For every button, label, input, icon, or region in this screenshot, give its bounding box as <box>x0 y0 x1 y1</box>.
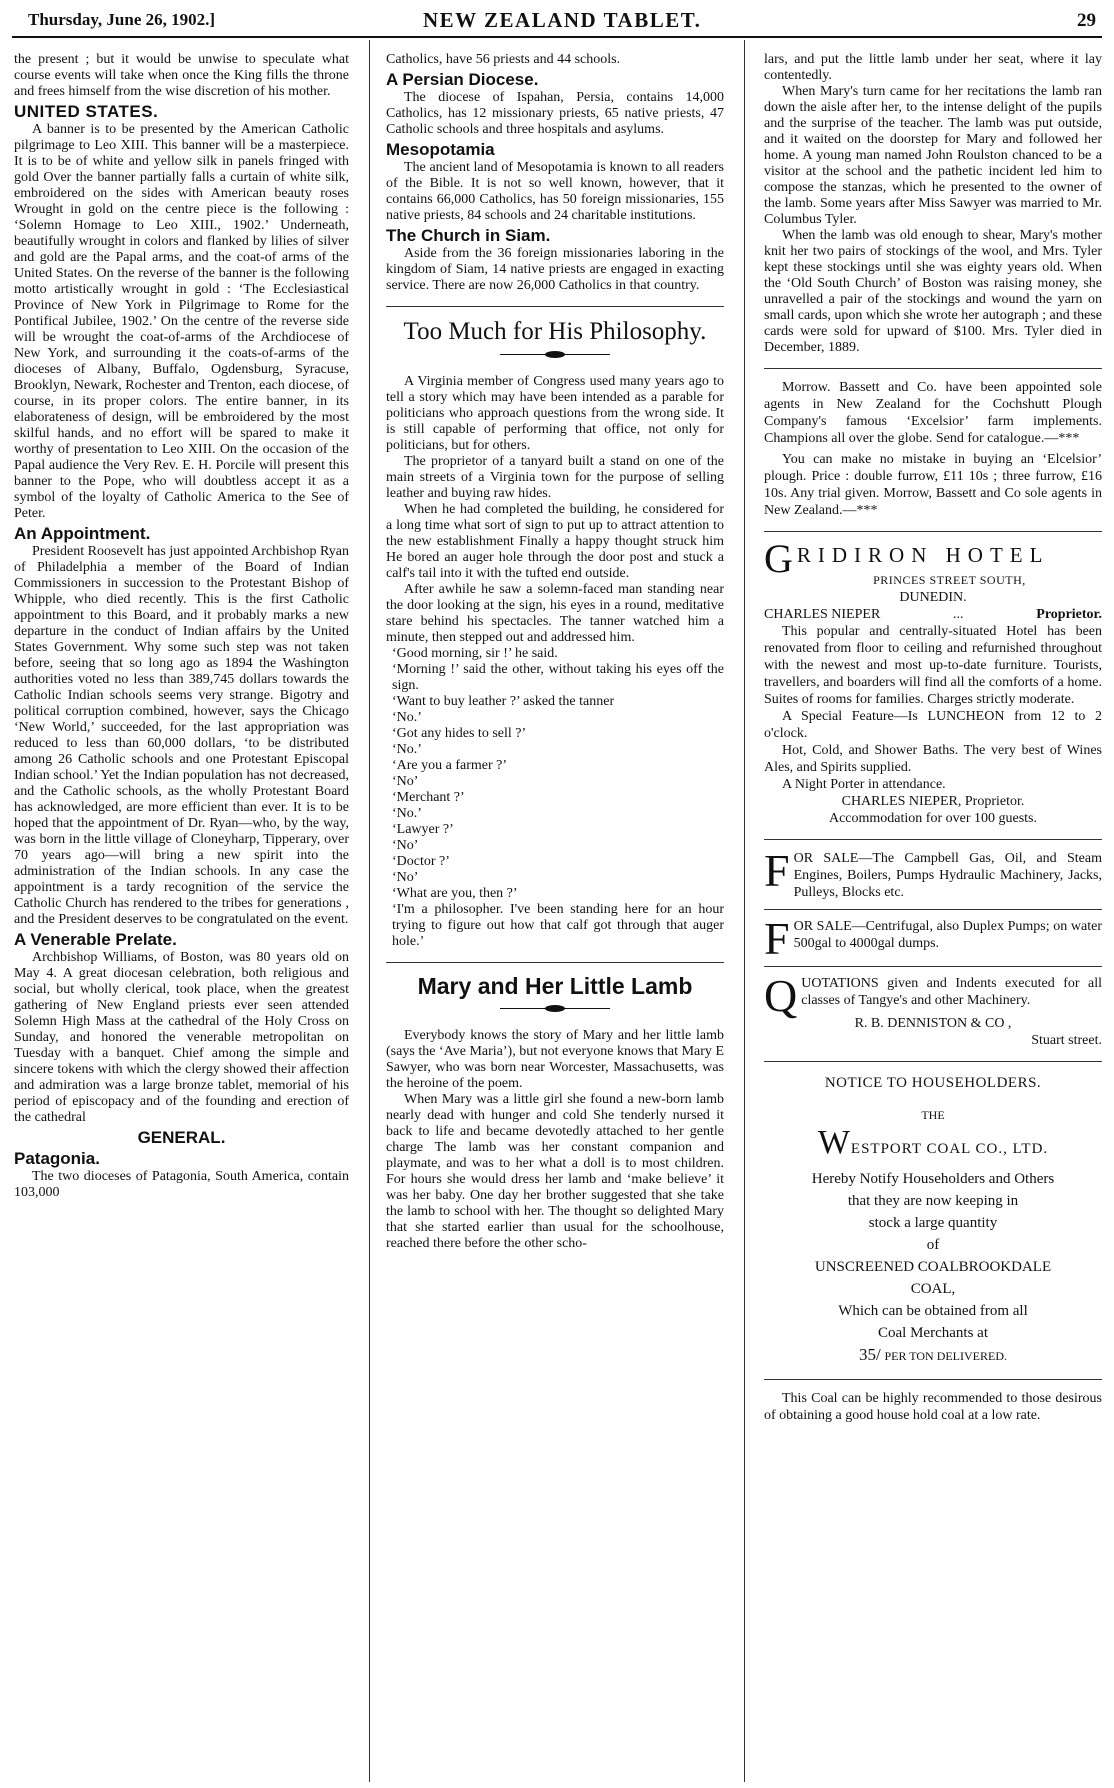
notice-price: 35/ <box>858 1345 881 1364</box>
paragraph: the present ; but it would be unwise to speculate what course events will take when once the King fills the throne and frees himself from the wise discretion of his mother. <box>14 52 349 99</box>
paragraph: Aside from the 36 foreign missionaries laboring in the kingdom of Siam, 14 native priests are engaged in exacting service. There are now 26,000 Catholics in that country. <box>386 246 724 293</box>
newspaper-title: NEW ZEALAND TABLET. <box>423 8 702 32</box>
section-heading-patagonia: Patagonia. <box>14 1149 100 1168</box>
paragraph: lars, and put the little lamb under her seat, where it lay contentedly. <box>764 52 1102 83</box>
company-name-rest: ESTPORT COAL CO., LTD. <box>850 1141 1049 1157</box>
paragraph: President Roosevelt has just appointed Archbishop Ryan of Philadelphia a member of the Board of Indian Commissioners in succession to the Protestant Bishop of Whipple, who died recently. This is the first Catholic appointment to this Board, and it probably marks a new departure in the conduct of Indian affairs by the United States Government. Why some such step was not taken before, seeing that so long ago as 1894 the Washington authorities voted no less than 389,745 dollars towards the Catholic Indian schools seems very strange. Bigotry and political corruption combined, however, says the Chicago ‘New World,’ succeeded, for the last appropriation was reduced to less than 60,000 dollars, ‘to be distributed among 26 Catholic schools and one Protestant Episcopal Indian school.’ Yet the Indian population has not decreased, and the Catholic schools, as the wholly Protestant Board has acknowledged, are more efficient than ever. It is to be hoped that the appointment of Dr. Ryan—who, by the way, was born in the little village of Cloneyharp, Tipperary, over 70 years ago—will bring a new spirit into the administration of the Indian schools. In any case the appointment is a tardy recognition of the service the Catholic Church has rendered to the tribes for generations , and the President deserves to be congratulated on the event. <box>14 544 349 927</box>
column-3 <box>764 52 1102 1784</box>
divider <box>764 368 1102 369</box>
dialogue-line: ‘Doctor ?’ <box>392 854 450 869</box>
section-heading-appointment: An Appointment. <box>14 524 151 543</box>
dialogue-line: ‘No’ <box>392 838 419 853</box>
section-heading-persian-diocese: A Persian Diocese. <box>386 70 539 89</box>
dialogue-line: ‘Merchant ?’ <box>392 790 465 805</box>
dialogue-line: ‘No’ <box>392 870 419 885</box>
divider <box>386 962 724 963</box>
notice-line: of <box>926 1237 940 1253</box>
notice-line: COAL, <box>910 1281 956 1297</box>
advert-quotations <box>764 970 1102 1049</box>
notice-title: NOTICE TO HOUSEHOLDERS. <box>824 1075 1042 1091</box>
drop-cap: F <box>764 845 790 896</box>
divider <box>386 306 724 307</box>
issue-date: Thursday, June 26, 1902.] <box>28 10 216 29</box>
paragraph: A Virginia member of Congress used many years ago to tell a story which may have been intended as a parable for politicians who approach questions from the wrong side. It is still capable of performing that office, not only for politicians, but for others. <box>386 374 724 453</box>
dialogue-line: ‘Got any hides to sell ?’ <box>392 726 527 741</box>
advert-text: Morrow. Bassett and Co. have been appointed sole agents in New Zealand for the Cochshutt Plough Company's famous ‘Excelsior’ farm implements. Champions all over the globe. Send for catalogue.—*** <box>764 380 1102 446</box>
divider <box>764 966 1102 967</box>
hotel-city: DUNEDIN. <box>899 590 967 605</box>
dialogue-line: ‘No’ <box>392 774 419 789</box>
paragraph: Catholics, have 56 priests and 44 schools. <box>386 52 621 67</box>
proprietor-label: Proprietor. <box>1036 607 1102 622</box>
dialogue <box>386 646 724 950</box>
advert-text: A Special Feature—Is LUNCHEON from 12 to 2 o'clock. <box>764 709 1102 741</box>
notice-footer: This Coal can be highly recommended to those desirous of obtaining a good house hold coal at a low rate. <box>764 1391 1102 1423</box>
article-title-mary-lamb: Mary and Her Little Lamb <box>417 973 693 999</box>
dialogue-line: ‘Morning !’ said the other, without taking his eyes off the sign. <box>392 662 724 693</box>
section-heading-mesopotamia: Mesopotamia <box>386 140 495 159</box>
notice-price-line <box>764 1344 1102 1367</box>
hotel-name: RIDIRON HOTEL <box>796 543 1050 567</box>
drop-cap: G <box>764 536 793 581</box>
notice-line: that they are now keeping in <box>847 1193 1019 1209</box>
column-2 <box>386 52 724 1784</box>
section-heading-general: GENERAL. <box>137 1128 226 1147</box>
paragraph: When he had completed the building, he considered for a long time what sort of sign to put up to attract attention to the new establishment Finally a happy thought struck him He bored an auger hole through the door post and stuck a calf's tail into it with the tufted end outside. <box>386 502 724 581</box>
section-heading-church-in-siam: The Church in Siam. <box>386 226 551 245</box>
ornament-icon <box>500 1004 610 1014</box>
hotel-proprietor-line <box>764 606 1102 623</box>
paragraph: Archbishop Williams, of Boston, was 80 years old on May 4. A great diocesan celebration, both religious and social, but wholly clerical, took place, when the greatest gathering of New England priests ever seen attended Solemn High Mass at the cathedral of the Holy Cross on Sunday, and honored the venerable metropolitan on Tuesday with a banquet. Chief among the simple and sincere tokens with which the clergy showed their affection and admiration was a large bronze tablet, memorial of his period of episcopacy and of the founding and erection of the cathedral <box>14 950 349 1125</box>
column-1 <box>14 52 349 1784</box>
paragraph: The diocese of Ispahan, Persia, contains 14,000 Catholics, has 12 missionary priests, 65 native priests, 47 Catholic schools and three hospitals and asylums. <box>386 90 724 137</box>
company-name <box>764 1124 1102 1161</box>
dialogue-line: ‘I'm a philosopher. I've been standing here for an hour trying to figure out how that calf got through that auger hole.’ <box>392 902 724 949</box>
paragraph: The ancient land of Mesopotamia is known to all readers of the Bible. It is not so well known, however, that it contains 66,000 Catholics, has 50 foreign missionaries, 155 native priests, 84 schools and 24 charitable institutions. <box>386 160 724 223</box>
notice-the: THE <box>921 1108 945 1122</box>
advert-text: OR SALE—Centrifugal, also Duplex Pumps; on water 500gal to 4000gal dumps. <box>793 919 1102 951</box>
divider <box>764 909 1102 910</box>
section-heading-venerable-prelate: A Venerable Prelate. <box>14 930 177 949</box>
dialogue-line: ‘Good morning, sir !’ he said. <box>392 646 558 661</box>
advert-text: UOTATIONS given and Indents executed for all classes of Tangye's and other Machinery. <box>801 976 1102 1008</box>
dialogue-line: ‘Want to buy leather ?’ asked the tanner <box>392 694 615 709</box>
notice-price-unit: PER TON DELIVERED. <box>884 1349 1008 1363</box>
paragraph: When Mary's turn came for her recitations the lamb ran down the aisle after her, to the intense delight of the pupils and the surprise of the teacher. The lamb was put outside, and it waited on the doorstep for Mary and followed her home. A young man named John Roulston chanced to be a visitor at the school and the pathetic incident led him to compose the stanzas, which he presented to the owner of the lamb. Some years after Miss Sawyer was married to Mr. Columbus Tyler. <box>764 84 1102 227</box>
notice-line: stock a large quantity <box>868 1215 998 1231</box>
proprietor-name: CHARLES NIEPER <box>764 607 881 622</box>
paragraph: After awhile he saw a solemn-faced man standing near the door looking at the sign, his eyes in a round, meditative stare behind his spectacles. The tanner watched him a minute, then stepped out and addressed him. <box>386 582 724 645</box>
notice-line: Which can be obtained from all <box>838 1303 1028 1319</box>
advert-company: R. B. DENNISTON & CO , <box>854 1016 1012 1031</box>
paragraph: When Mary was a little girl she found a new-born lamb nearly dead with hunger and cold She tenderly nursed it back to life and became devotedly attached to her gentle charge The lamb was her constant companion and playmate, and was to her what a doll is to most children. For hours she would dress her lamb and ‘make believe’ it was her baby. One day her brother suggested that she take the lamb to school with her. The thought so delighted Mary that she started earlier than usual for the schoolhouse, reached there before the other scho- <box>386 1092 724 1251</box>
notice-to-householders <box>764 1072 1102 1424</box>
advert-text: A Night Porter in attendance. <box>782 777 946 792</box>
advert-for-sale-pumps <box>764 913 1102 964</box>
dialogue-line: ‘Are you a farmer ?’ <box>392 758 508 773</box>
page-number: 29 <box>1077 10 1096 31</box>
drop-cap: F <box>764 913 790 964</box>
ornament-icon <box>500 350 610 360</box>
advert-text: You can make no mistake in buying an ‘Elcelsior’ plough. Price : double furrow, £11 10s ; three furrow, £16 10s. Any trial given. Morrow, Bassett and Co sole agents in New Zealand.—*** <box>764 452 1102 518</box>
divider <box>764 1379 1102 1380</box>
column-rule-2 <box>744 40 745 1782</box>
paragraph: A banner is to be presented by the American Catholic pilgrimage to Leo XIII. This banner will be a masterpiece. It is to be of white and yellow silk in panels fringed with gold Over the banner partially falls a curtain of white silk, embroidered on the sides with American beauty roses Wrought in gold on the centre piece is the following : ‘Solemn Homage to Leo XIII., 1902.’ Underneath, beautifully wrought in colors and flanked by lilies of silver and gold are the Papal arms, and the coat-of arms of the United States. On the reverse of the banner is the following motto artistically wrought in gold : ‘The Ecclesiastical Province of New York in Pilgrimage to Rome for the Pontifical Jubilee, 1902.’ On the centre of the reverse side will be wrought the coat-of-arms of the Archdiocese of New York, and surrounding it the coats-of-arms of the dioceses of Albany, Buffalo, Ogdensburg, Syracuse, Brooklyn, Newark, Rochester and Trenton, each diocese, of course, in its proper colors. The entire banner, in its elaborateness of design, will be embroidered by the most skilful hands, and no effort will be spared to make it worthy of presentation to Leo XIII. On the occasion of the Papal audience the Very Rev. E. H. Porcile will present this banner to the Pope, who will doubtless accept it as a symbol of the loyalty of Catholic America to the See of Peter. <box>14 122 349 521</box>
dialogue-line: ‘No.’ <box>392 742 422 757</box>
paragraph: The two dioceses of Patagonia, South America, contain 103,000 <box>14 1169 349 1200</box>
article-title-philosophy: Too Much for His Philosophy. <box>403 318 707 345</box>
advert-text: This popular and centrally-situated Hotel has been renovated from floor to ceiling and refurnished throughout with the newest and most up-to-date furniture. Tourists, travellers, and boarders will find all the comforts of a home. Suites of rooms for families. Charges strictly moderate. <box>764 624 1102 707</box>
hotel-address: PRINCES STREET SOUTH, <box>873 573 1026 587</box>
masthead <box>28 6 1096 34</box>
advert-gridiron-hotel <box>764 536 1102 827</box>
header-rule <box>12 36 1102 38</box>
notice-line: Hereby Notify Householders and Others <box>811 1171 1055 1187</box>
advert-text: Hot, Cold, and Shower Baths. The very best of Wines Ales, and Spirits supplied. <box>764 743 1102 775</box>
dialogue-line: ‘No.’ <box>392 806 422 821</box>
divider <box>764 839 1102 840</box>
divider <box>764 1061 1102 1062</box>
column-rule-1 <box>369 40 370 1782</box>
proprietor-dots: ... <box>953 607 964 622</box>
notice-line: UNSCREENED COALBROOKDALE <box>814 1259 1052 1275</box>
paragraph: The proprietor of a tanyard built a stand on one of the main streets of a Virginia town for the purpose of selling leather and buying raw hides. <box>386 454 724 501</box>
advert-for-sale-engines <box>764 845 1102 901</box>
section-heading-united-states: UNITED STATES. <box>14 102 159 121</box>
dialogue-line: ‘Lawyer ?’ <box>392 822 454 837</box>
notice-line: Coal Merchants at <box>878 1325 988 1341</box>
advert-address: Stuart street. <box>1031 1033 1102 1048</box>
advert-text: OR SALE—The Campbell Gas, Oil, and Steam Engines, Boilers, Pumps Hydraulic Machinery, Jacks, Pulleys, Blocks etc. <box>793 851 1102 900</box>
hotel-signature: CHARLES NIEPER, Proprietor. <box>841 794 1025 809</box>
hotel-accommodation: Accommodation for over 100 guests. <box>828 811 1037 826</box>
divider <box>764 531 1102 532</box>
drop-cap: W <box>817 1124 851 1161</box>
drop-cap: Q <box>764 970 798 1021</box>
paragraph: When the lamb was old enough to shear, Mary's mother knit her two pairs of stockings of the wool, and Mrs. Tyler kept these stockings until she was eighty years old. When the ‘Old South Church’ of Boston was raising money, she unravelled a pair of the stockings and wound the yarn on small cards, upon which she wrote her autograph ; and these cards were sold for upward of $100. Mrs. Tyler died in December, 1889. <box>764 228 1102 355</box>
advert-morrow-bassett <box>764 379 1102 519</box>
dialogue-line: ‘What are you, then ?’ <box>392 886 518 901</box>
paragraph: Everybody knows the story of Mary and her little lamb (says the ‘Ave Maria’), but not everyone knows that Mary E Sawyer, who was born near Worcester, Massachusetts, was the heroine of the poem. <box>386 1028 724 1091</box>
dialogue-line: ‘No.’ <box>392 710 422 725</box>
